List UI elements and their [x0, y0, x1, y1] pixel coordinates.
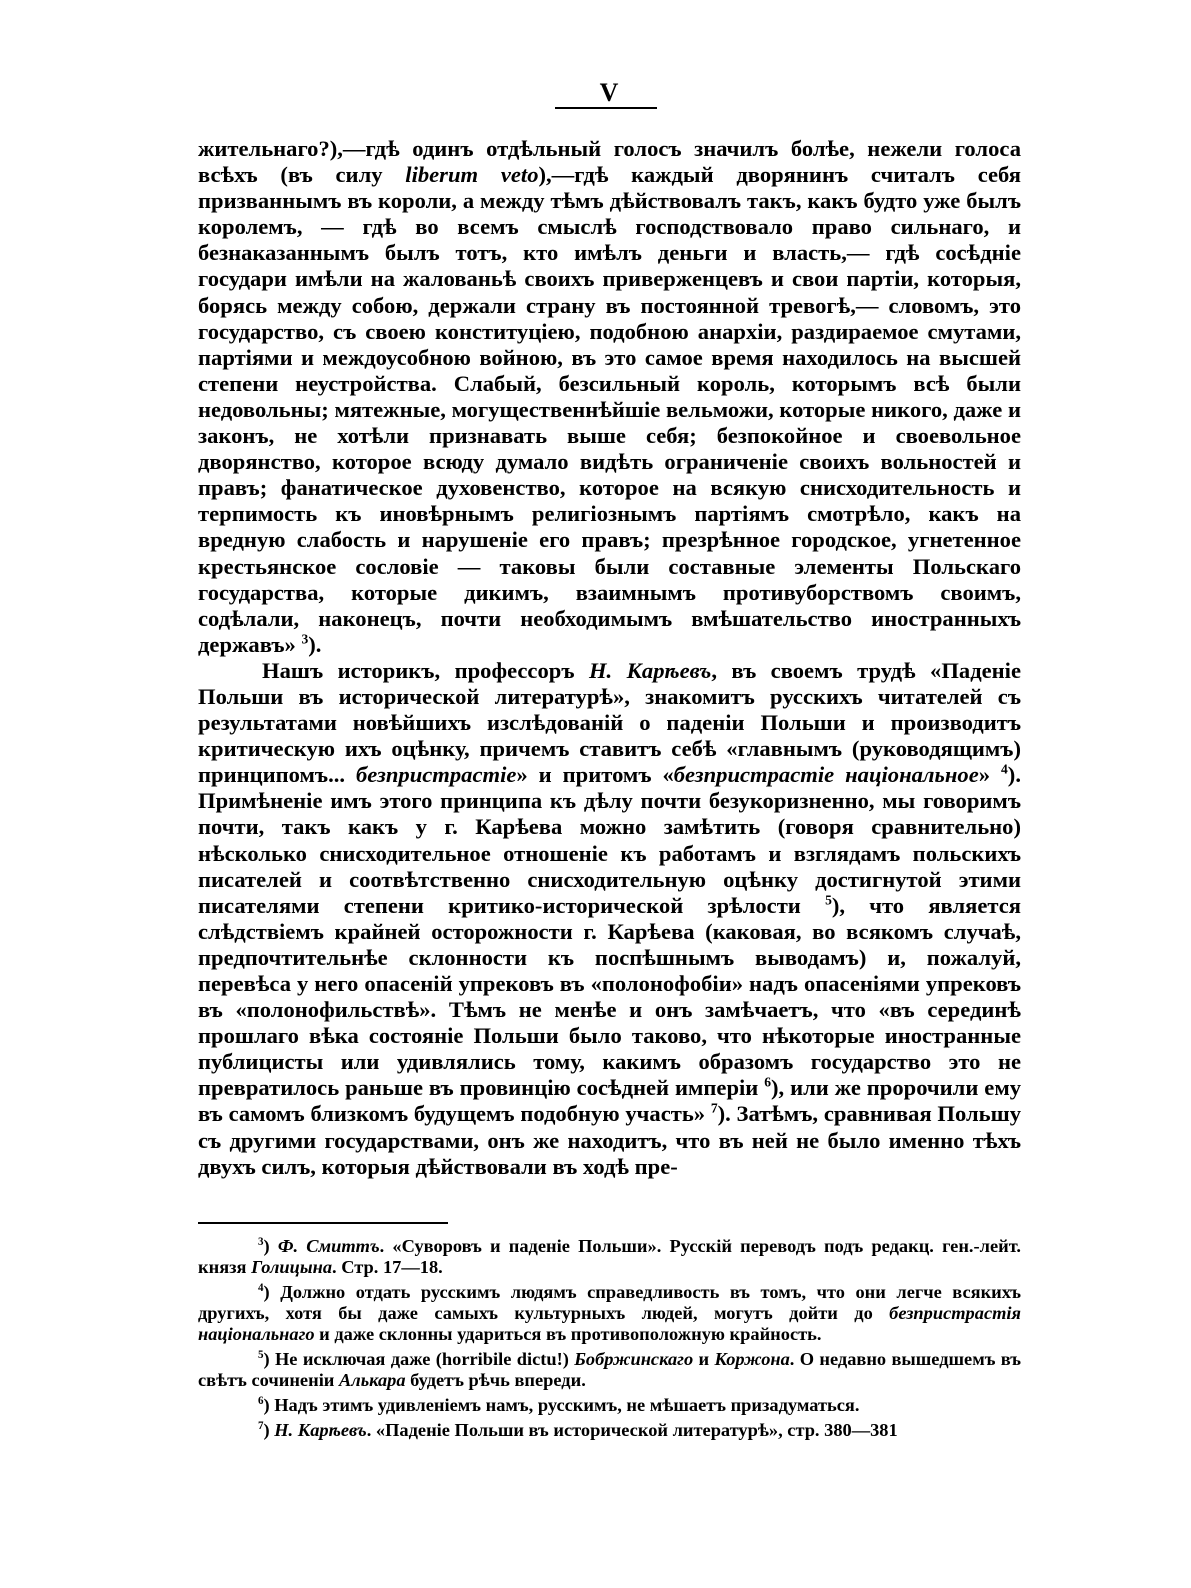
text-run: Нашъ историкъ, профессоръ: [262, 657, 589, 683]
italic-name: Ф. Смиттъ: [277, 1236, 380, 1256]
footnote-number: 5: [258, 1348, 264, 1361]
italic-term: безпристрастіе: [356, 762, 517, 788]
footnote-number: 3: [258, 1235, 264, 1248]
page-number-rule: [555, 107, 657, 109]
footnote-number: 7: [258, 1419, 264, 1432]
footnote-ref-7: 7: [710, 1100, 718, 1116]
text-run: ).: [308, 631, 322, 657]
italic-term: безпристрастія національнаго: [198, 1303, 1021, 1344]
footnote-number: 6: [258, 1394, 264, 1407]
text-run: Должно отдать русскимъ людямъ справедливость въ томъ, что они легче всякихъ другихъ, хотя бы даже самыхъ культурныхъ людей, могутъ дойти до: [198, 1282, 1021, 1323]
italic-term: безпристрастіе національное: [673, 762, 979, 788]
text-run: Не исключая даже (horribile dictu!): [275, 1349, 575, 1369]
italic-name: Бобржинскаго: [574, 1349, 694, 1369]
text-run: . «Паденіе Польши въ исторической литературѣ», стр. 380—381: [366, 1420, 898, 1440]
footnote-number: 4: [258, 1281, 264, 1294]
italic-term: liberum veto: [405, 162, 539, 188]
paragraph-1: [198, 136, 1021, 658]
footnote-7: $^7$) Н. Карѣевъ. «Паденіе Польши въ исторической литературѣ», стр. 380—381: [258, 1419, 898, 1440]
footnotes: [198, 1236, 1021, 1445]
document-page: [198, 68, 1021, 1568]
italic-name: Голицына: [251, 1257, 333, 1277]
text-run: ). Примѣненіе имъ этого принципа къ дѣлу почти безукоризненно, мы говоримъ почти, такъ какъ у г. Карѣева можно замѣтить (говоря сравнительно) нѣсколько снисходительное отношеніе къ работамъ и взглядамъ польскихъ писателей и соотвѣтственно снисходительную оцѣнку достигнутой этими писателями степени критико-исторической зрѣлости: [198, 762, 1021, 918]
footnote-4: $^4$) Должно отдать русскимъ людямъ справедливость въ томъ, что они легче всякихъ другихъ, хотя бы даже самыхъ культурныхъ людей, могутъ дойти до безпристрастія національнаго и даже склонны удариться въ противоположную крайность.: [198, 1281, 1021, 1344]
paragraph-2: [198, 658, 1021, 1180]
body-text: [198, 136, 1021, 1180]
page-number: V: [599, 78, 620, 107]
footnote-ref-5: 5: [825, 892, 832, 908]
italic-name: Н. Карѣевъ: [588, 657, 712, 683]
footnote-ref-6: 6: [764, 1074, 772, 1090]
text-run: . Стр. 17—18.: [332, 1257, 443, 1277]
text-run: и: [693, 1349, 715, 1369]
text-run: , въ своемъ трудѣ «Паденіе Польши въ исторической литературѣ», знакомитъ русскихъ читателей съ результатами новѣйшихъ изслѣдованій о паденіи Польши и производитъ критическую ихъ оцѣнку, причемъ ставитъ себѣ «главнымъ (руководящимъ) принципомъ...: [198, 657, 1021, 788]
italic-name: Алькара: [339, 1370, 406, 1390]
text-run: ). Затѣмъ, сравнивая Польшу съ другими государствами, онъ же находитъ, что въ ней не было именно тѣхъ двухъ силъ, которыя дѣйствовали въ ходѣ пре-: [198, 1101, 1022, 1179]
text-run: . «Суворовъ и паденіе Польши». Русскій переводъ подъ редакц. ген.-лейт. князя: [198, 1236, 1021, 1277]
footnote-separator: [198, 1222, 448, 1224]
footnote-ref-3: 3: [301, 631, 309, 647]
italic-name: Коржона: [714, 1349, 790, 1369]
footnote-6: $^6$) Надъ этимъ удивленіемъ намъ, русскимъ, не мѣшаетъ призадуматься.: [258, 1394, 860, 1415]
text-run: ), что является слѣдствіемъ крайней осторожности г. Карѣева (каковая, во всякомъ случаѣ, предпочтительнѣе склонности къ поспѣшнымъ выводамъ) и, пожалуй, перевѣса у него опасеній упрековъ въ «полонофобіи» надъ опасеніями упрековъ въ «полонофильствѣ». Тѣмъ не менѣе и онъ замѣчаетъ, что «въ серединѣ прошлаго вѣка состояніе Польши было таково, что нѣкоторые иностранные публицисты или удивлялись тому, какимъ образомъ государство это не превратилось раньше въ провинцію сосѣдней имперіи: [198, 892, 1021, 1101]
footnote-ref-4: 4: [1001, 761, 1008, 777]
text-run: Надъ этимъ удивленіемъ намъ, русскимъ, не мѣшаетъ призадуматься.: [274, 1395, 860, 1415]
text-run: и даже склонны удариться въ противоположную крайность.: [314, 1324, 822, 1344]
text-run: ),—гдѣ каждый дворянинъ считалъ себя призваннымъ въ короли, а между тѣмъ дѣйствовалъ такъ, какъ будто уже былъ королемъ, — гдѣ во всемъ смыслѣ господствовало право сильнаго, и безнаказаннымъ былъ тотъ, кто имѣлъ деньги и власть,— гдѣ сосѣдніе государи имѣли на жалованьѣ своихъ приверженцевъ и свои партіи, которыя, борясь между собою, держали страну въ постоянной тревогѣ,— словомъ, это государство, съ своею конституціею, подобною анархіи, раздираемое смутами, партіями и междоусобною войною, въ это самое время находилось на высшей степени неустройства. Слабый, безсильный король, которымъ всѣ были недовольны; мятежные, могущественнѣйшіе вельможи, которые никого, даже и законъ, не хотѣли признавать выше себя; безпокойное и своевольное дворянство, которое всюду думало видѣть ограниченіе своихъ вольностей и правъ; фанатическое духовенство, которое на всякую снисходительность и терпимость къ иновѣрнымъ религіознымъ партіямъ смотрѣло, какъ на вредную слабость и нарушеніе его правъ; презрѣнное городское, угнетенное крестьянское сословіе — таковы были составные элементы Польскаго государства, которые дикимъ, взаимнымъ противуборствомъ своимъ, содѣлали, наконецъ, почти необходимымъ вмѣшательство иностранныхъ державъ»: [198, 162, 1021, 657]
text-run: » и притомъ «: [516, 762, 674, 788]
text-run: . О недавно вышедшемъ въ свѣтъ сочиненіи: [198, 1349, 1021, 1390]
text-run: ), или же пророчили ему въ самомъ близкомъ будущемъ подобную участь»: [198, 1075, 1022, 1127]
footnote-5: $^5$) Не исключая даже (horribile dictu!) Бобржинскаго и Коржона. О недавно вышедшемъ въ свѣтъ сочиненіи Алькара будетъ рѣчь впереди.: [198, 1348, 1021, 1390]
text-run: »: [978, 762, 1002, 788]
text-run: жительнаго?),—гдѣ одинъ отдѣльный голосъ значилъ болѣе, нежели голоса всѣхъ (въ силу: [198, 136, 1021, 188]
footnote-3: $^3$) Ф. Смиттъ. «Суворовъ и паденіе Польши». Русскій переводъ подъ редакц. ген.-лейт. князя Голицына. Стр. 17—18.: [198, 1235, 1021, 1277]
italic-name: Н. Карѣевъ: [274, 1420, 367, 1440]
text-run: будетъ рѣчь впереди.: [405, 1370, 586, 1390]
